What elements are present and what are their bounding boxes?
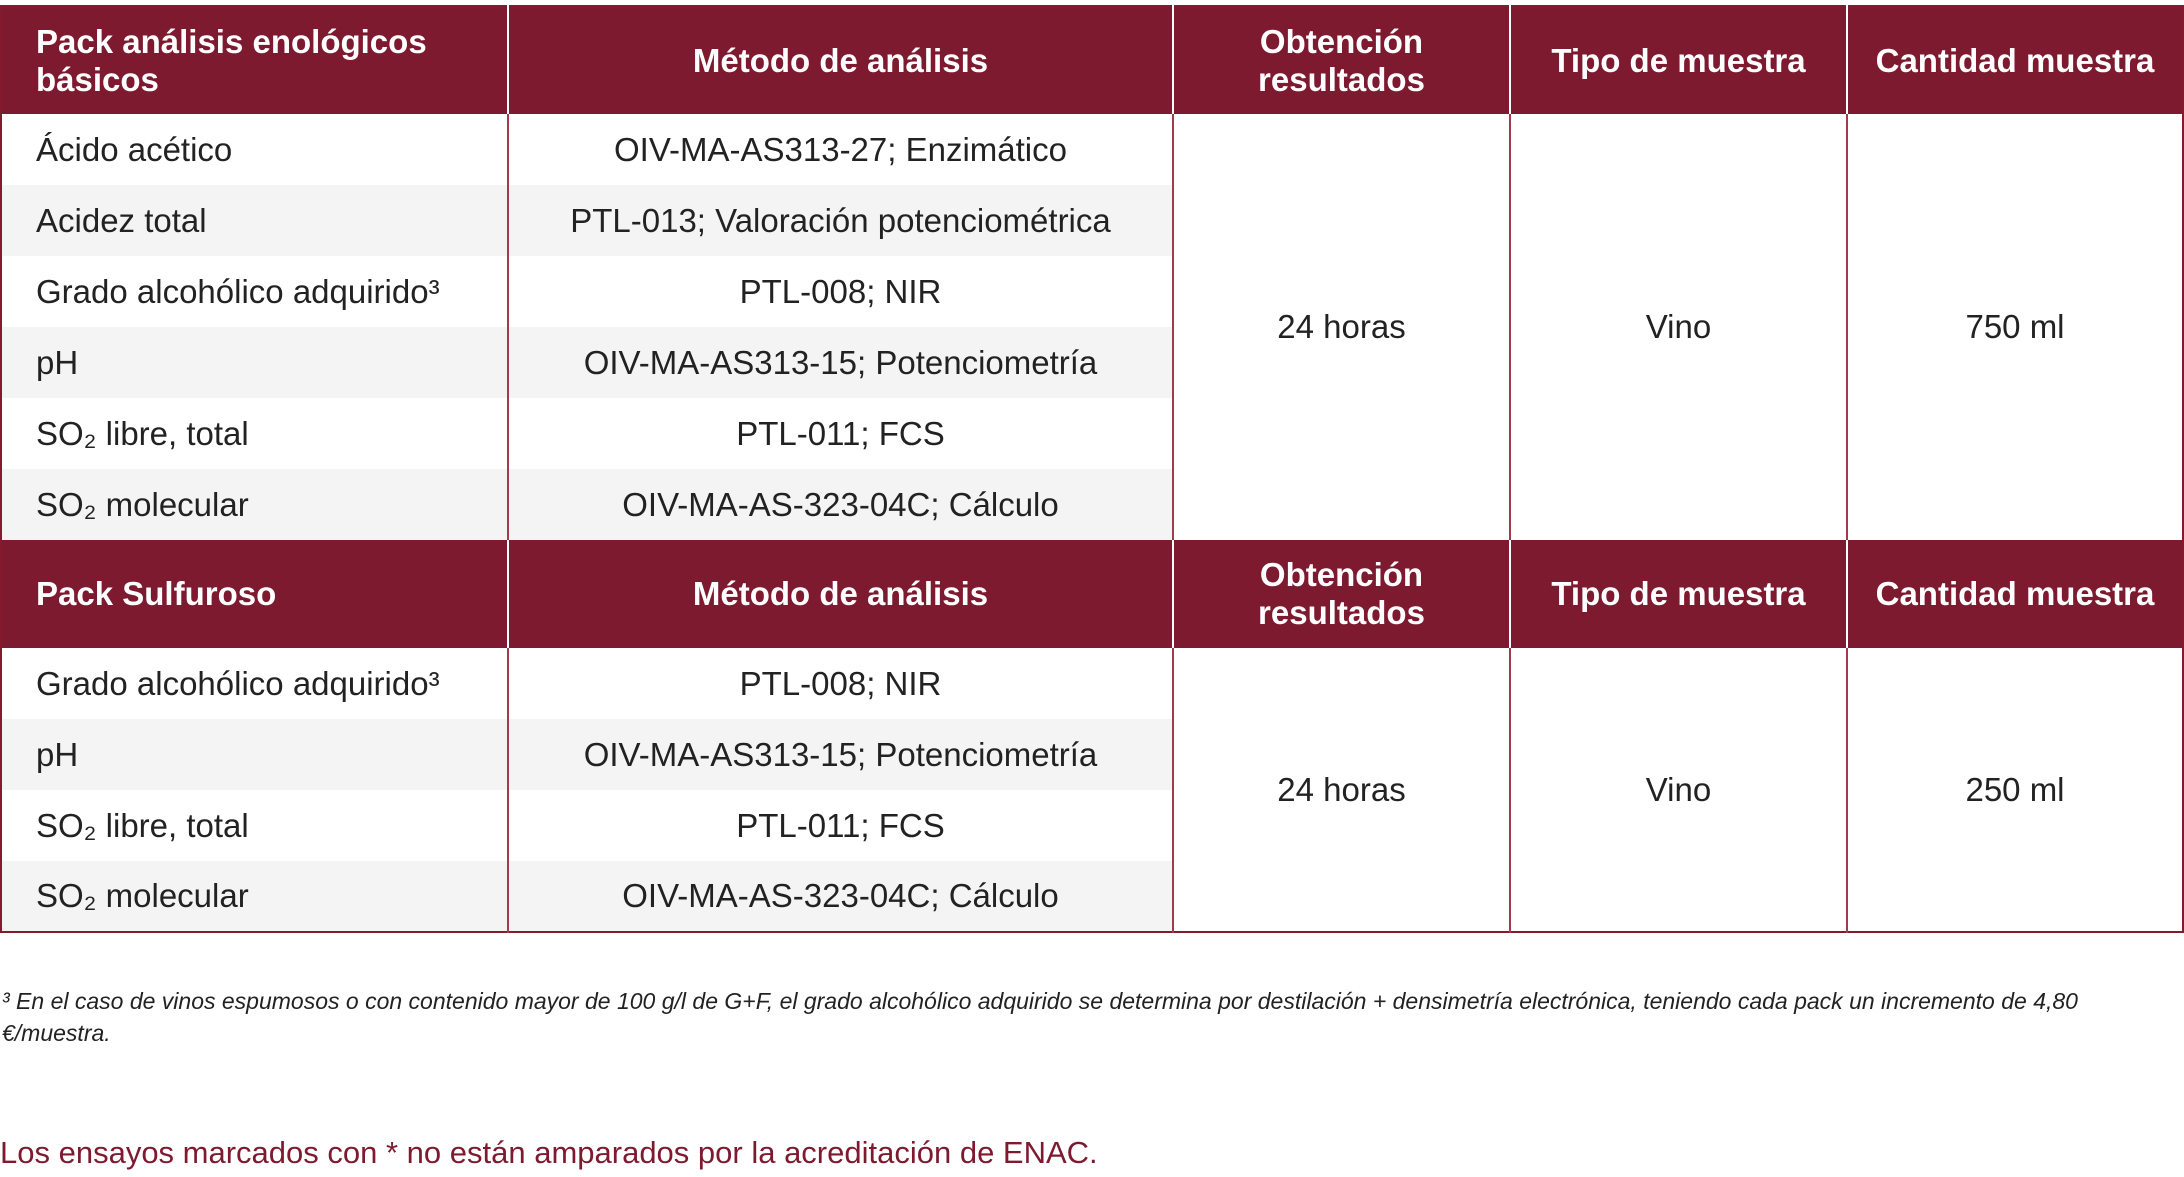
analysis-method: PTL-008; NIR: [508, 648, 1173, 719]
analysis-name: Grado alcohólico adquirido³: [1, 648, 508, 719]
enac-accreditation-note: Los ensayos marcados con * no están amparados por la acreditación de ENAC.: [0, 1135, 1098, 1170]
pack-sulfuroso-title: Pack Sulfuroso: [1, 540, 508, 648]
results-header: Obtención resultados: [1173, 540, 1510, 648]
analysis-method: OIV-MA-AS-323-04C; Cálculo: [508, 469, 1173, 540]
analysis-name: Acidez total: [1, 185, 508, 256]
analysis-method: PTL-011; FCS: [508, 790, 1173, 861]
analysis-packs-table: [0, 5, 2184, 933]
sample-quantity: 250 ml: [1847, 648, 2183, 932]
pack-basic-header-row: [1, 6, 2183, 114]
table-row: [1, 114, 2183, 185]
pack-sulfuroso-header-row: [1, 540, 2183, 648]
analysis-name: SO₂ libre, total: [1, 790, 508, 861]
analysis-method: OIV-MA-AS-323-04C; Cálculo: [508, 861, 1173, 932]
results-time: 24 horas: [1173, 648, 1510, 932]
analysis-method: OIV-MA-AS313-15; Potenciometría: [508, 719, 1173, 790]
analysis-name: pH: [1, 327, 508, 398]
analysis-name: SO₂ libre, total: [1, 398, 508, 469]
analysis-name: SO₂ molecular: [1, 861, 508, 932]
analysis-method: PTL-013; Valoración potenciométrica: [508, 185, 1173, 256]
sample-type-header: Tipo de muestra: [1510, 6, 1847, 114]
analysis-method: OIV-MA-AS313-27; Enzimático: [508, 114, 1173, 185]
sample-type: Vino: [1510, 648, 1847, 932]
footnote: ³ En el caso de vinos espumosos o con contenido mayor de 100 g/l de G+F, el grado alcohólico adquirido se determina por destilación + densimetría electrónica, teniendo cada pack un incremento de 4,80 €/muestra.: [2, 988, 2078, 1046]
sample-qty-header: Cantidad muestra: [1847, 6, 2183, 114]
price-table-container: [0, 5, 2182, 933]
analysis-name: pH: [1, 719, 508, 790]
analysis-name: SO₂ molecular: [1, 469, 508, 540]
analysis-name: Grado alcohólico adquirido³: [1, 256, 508, 327]
sample-qty-header: Cantidad muestra: [1847, 540, 2183, 648]
analysis-name: Ácido acético: [1, 114, 508, 185]
results-header: Obtención resultados: [1173, 6, 1510, 114]
analysis-method: PTL-008; NIR: [508, 256, 1173, 327]
results-time: 24 horas: [1173, 114, 1510, 540]
sample-type-header: Tipo de muestra: [1510, 540, 1847, 648]
pack-basic-title: Pack análisis enológicos básicos: [1, 6, 508, 114]
analysis-method: OIV-MA-AS313-15; Potenciometría: [508, 327, 1173, 398]
method-header: Método de análisis: [508, 6, 1173, 114]
method-header: Método de análisis: [508, 540, 1173, 648]
analysis-method: PTL-011; FCS: [508, 398, 1173, 469]
table-row: [1, 648, 2183, 719]
sample-quantity: 750 ml: [1847, 114, 2183, 540]
sample-type: Vino: [1510, 114, 1847, 540]
